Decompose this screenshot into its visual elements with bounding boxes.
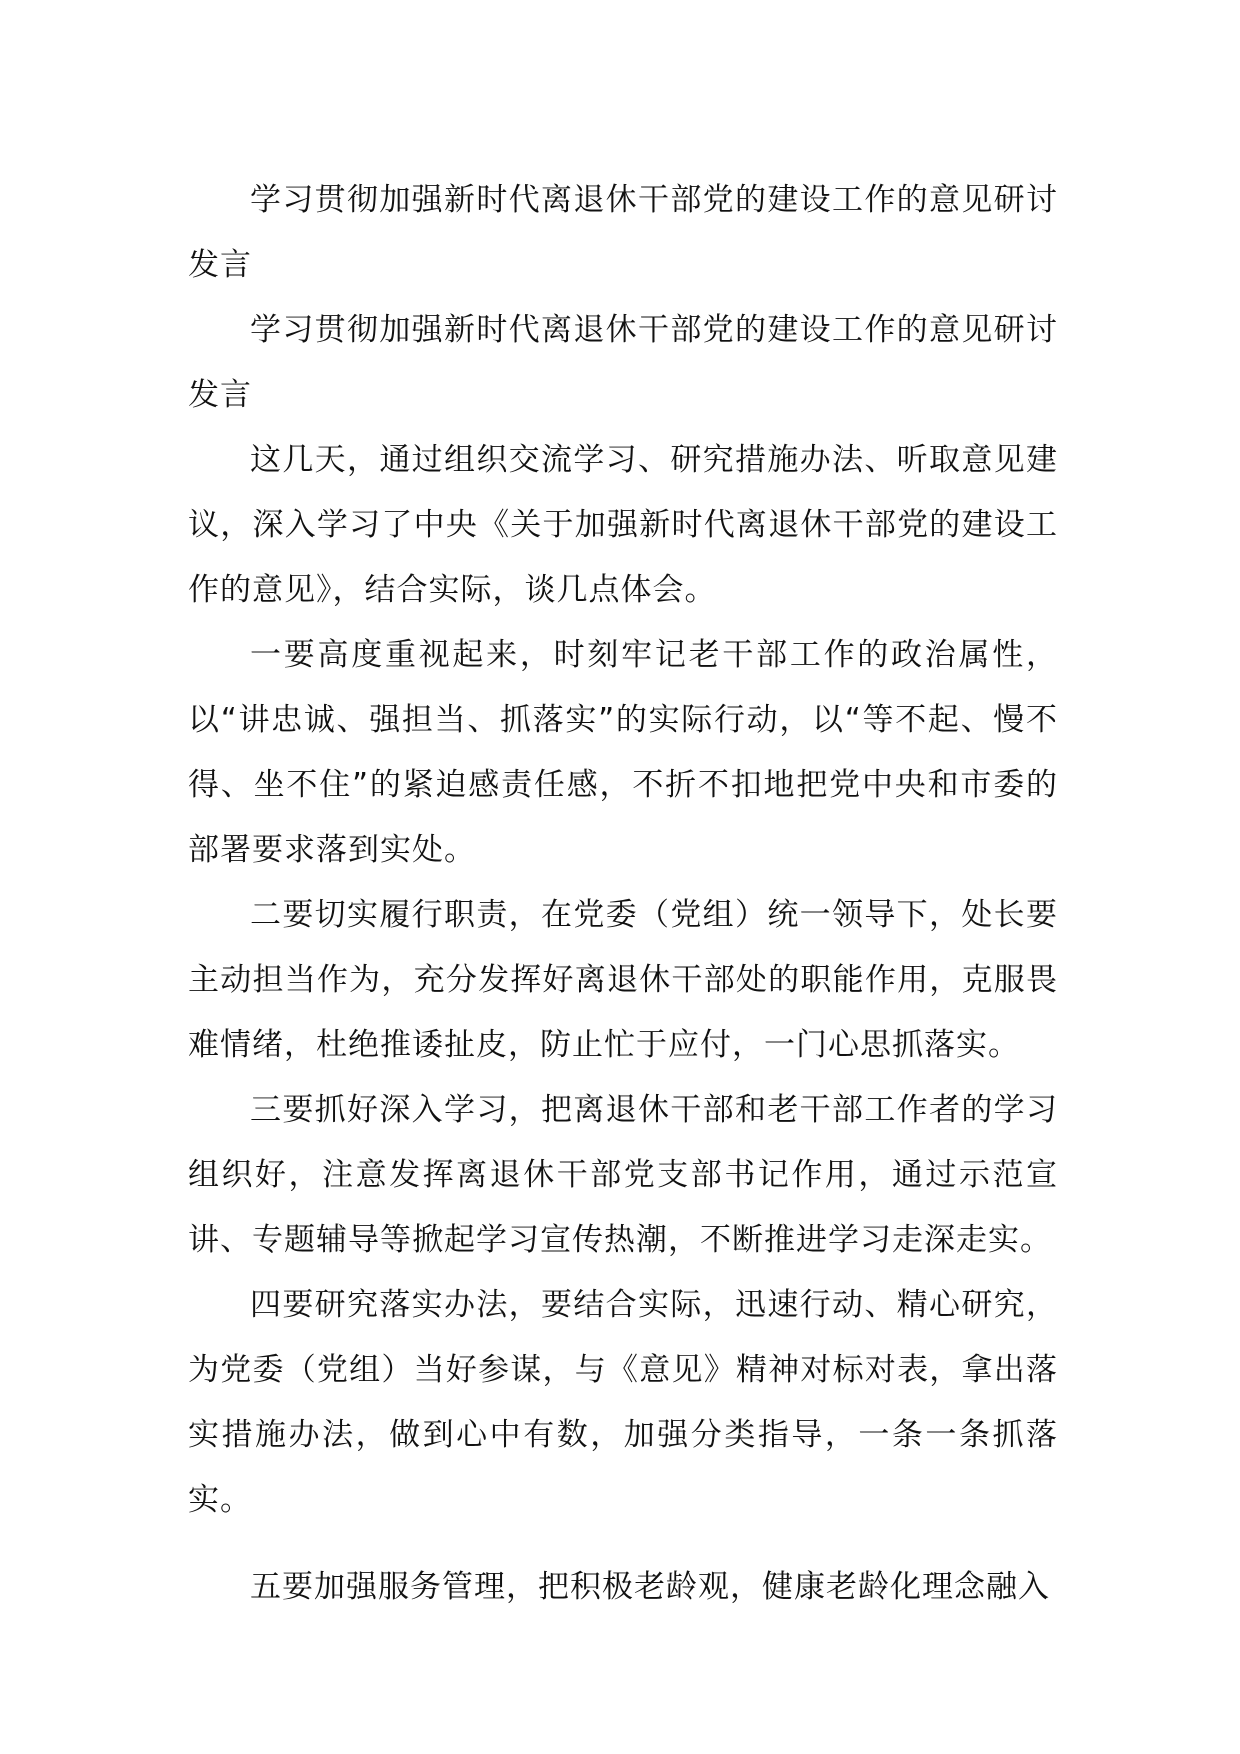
title-paragraph: 学习贯彻加强新时代离退休干部党的建设工作的意见研讨发言 [188,182,1058,283]
point-two-paragraph: 二要切实履行职责，在党委（党组）统一领导下，处长要主动担当作为，充分发挥好离退休干部处的职能作用，克服畏难情绪，杜绝推诿扯皮，防止忙于应付，一门心思抓落实。 [188,897,1058,1063]
point-four-paragraph: 四要研究落实办法，要结合实际，迅速行动、精心研究，为党委（党组）当好参谋，与《意见》精神对标对表，拿出落实措施办法，做到心中有数，加强分类指导，一条一条抓落实。 [188,1287,1058,1518]
point-one-paragraph: 一要高度重视起来，时刻牢记老干部工作的政治属性，以“讲忠诚、强担当、抓落实”的实际行动，以“等不起、慢不得、坐不住”的紧迫感责任感，不折不扣地把党中央和市委的部署要求落到实处。 [188,637,1058,868]
title-paragraph-repeat: 学习贯彻加强新时代离退休干部党的建设工作的意见研讨发言 [188,312,1058,413]
paragraph-spacer [188,1533,1058,1555]
point-five-paragraph: 五要加强服务管理，把积极老龄观，健康老龄化理念融入 [250,1569,1050,1605]
point-three-paragraph: 三要抓好深入学习，把离退休干部和老干部工作者的学习组织好，注意发挥离退休干部党支部书记作用，通过示范宣讲、专题辅导等掀起学习宣传热潮，不断推进学习走深走实。 [188,1092,1058,1258]
intro-paragraph: 这几天，通过组织交流学习、研究措施办法、听取意见建议，深入学习了中央《关于加强新时代离退休干部党的建设工作的意见》，结合实际，谈几点体会。 [188,442,1058,608]
document-body [188,168,1058,1620]
